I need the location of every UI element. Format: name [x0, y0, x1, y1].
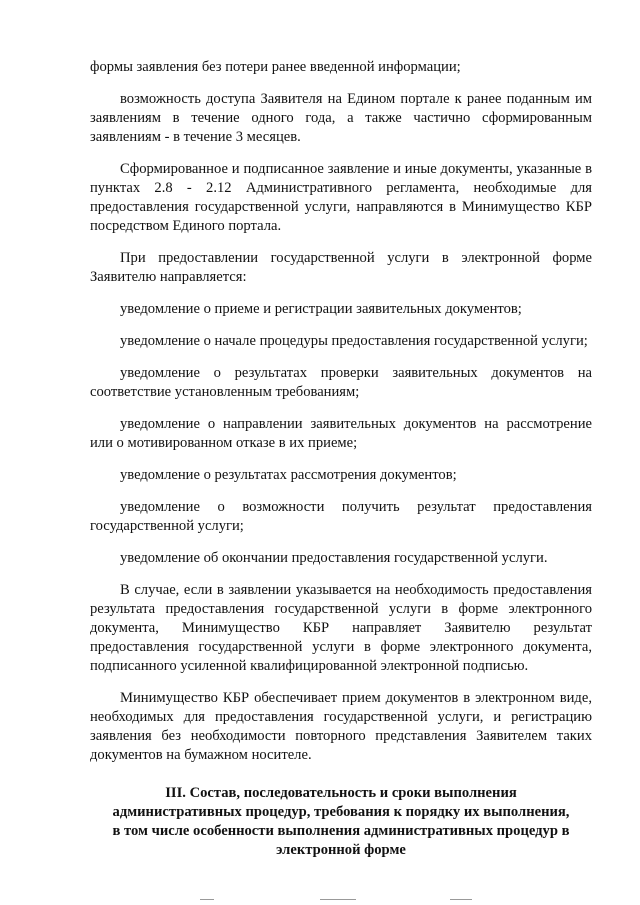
- paragraph-documents-submission: Сформированное и подписанное заявление и иные документы, указанные в пунктах 2.8 - 2.12 Административного регламента, необходимые для предоставления государственной услуги, направляются в Минимущество КБР посредством Единого портала.: [90, 161, 592, 234]
- list-item-notification-completion: уведомление об окончании предоставления государственной услуги.: [120, 550, 548, 566]
- list-item-notification-check: уведомление о результатах проверки заявительных документов на соответствие установленным требованиям;: [90, 365, 592, 400]
- list-item-notification-receipt: уведомление о приеме и регистрации заявительных документов;: [120, 301, 522, 317]
- page-edge-scan-marks: [200, 899, 500, 901]
- list-item-notification-start: уведомление о начале процедуры предоставления государственной услуги;: [120, 333, 588, 349]
- list-item-notification-availability: уведомление о возможности получить результат предоставления государственной услуги;: [90, 499, 592, 534]
- paragraph-form-continuation: формы заявления без потери ранее введенной информации;: [90, 59, 461, 75]
- paragraph-electronic-result: В случае, если в заявлении указывается на необходимость предоставления результата предоставления государственной услуги в форме электронного документа, Минимущество КБР направляет Заявителю результат предоставления государственной услуги в форме электронного документа, подписанного усиленной квалифицированной электронной подписью.: [90, 582, 592, 674]
- section-heading: III. Состав, последовательность и сроки выполнения административных процедур, требования к порядку их выполнения, в том числе особенности выполнения административных процедур в электронной форме: [112, 785, 570, 858]
- list-item-notification-review: уведомление о направлении заявительных документов на рассмотрение или о мотивированном отказе в их приеме;: [90, 416, 592, 451]
- list-item-notification-results: уведомление о результатах рассмотрения документов;: [120, 467, 457, 483]
- paragraph-electronic-acceptance: Минимущество КБР обеспечивает прием документов в электронном виде, необходимых для предоставления государственной услуги, и регистрацию заявления без необходимости повторного представления Заявителем таких документов на бумажном носителе.: [90, 690, 592, 763]
- paragraph-portal-access: возможность доступа Заявителя на Едином портале к ранее поданным им заявлениям в течение одного года, а также частично сформированным заявлениям - в течение 3 месяцев.: [90, 91, 592, 145]
- paragraph-notifications-intro: При предоставлении государственной услуги в электронной форме Заявителю направляется:: [90, 250, 592, 285]
